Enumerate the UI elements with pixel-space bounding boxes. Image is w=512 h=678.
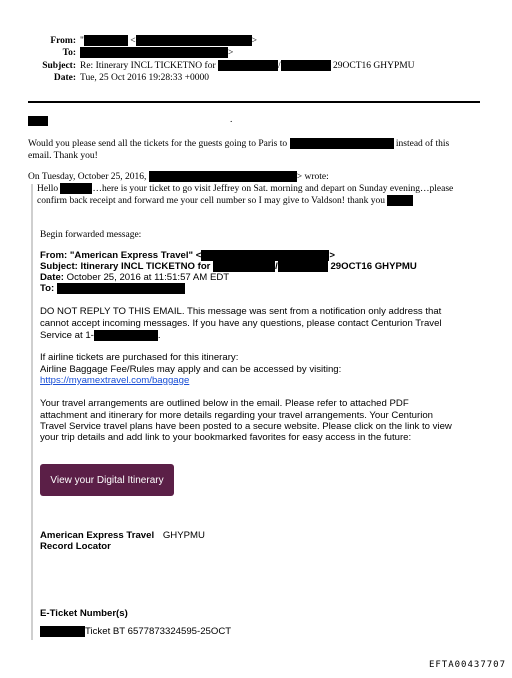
fwd-date-label: Date: <box>40 272 64 283</box>
baggage-link[interactable]: https://myamextravel.com/baggage <box>40 375 190 386</box>
from-value: " <box>80 36 84 46</box>
quoted-intro-line <box>28 171 329 183</box>
redaction-box <box>201 250 329 261</box>
quoted-message: …here is your ticket to go visit Jeffrey on Sat. morning and depart on Sunday evening…please <box>92 184 454 194</box>
from-bracket-close: > <box>251 36 257 46</box>
travel-line-4: your trip details and add link to your bookmarked favorites for easy access in the future: <box>40 432 412 443</box>
fwd-subject-tail: 29OCT16 GHYPMU <box>330 261 417 273</box>
header-subject-row <box>0 60 415 72</box>
header-date-row <box>0 72 209 84</box>
redaction-box <box>387 195 413 206</box>
fwd-from-value: "American Express Travel" < <box>69 250 202 262</box>
airline-line-1: If airline tickets are purchased for this itinerary: <box>40 352 239 363</box>
reply-dot: . <box>230 115 233 125</box>
header-divider <box>28 101 480 103</box>
fwd-to-label: To: <box>40 283 55 295</box>
quoted-intro-prefix: On Tuesday, October 25, 2016, <box>28 172 147 182</box>
to-bracket-close: > <box>228 48 234 58</box>
fwd-from-close: > <box>329 250 335 262</box>
reply-line-2: email. Thank you! <box>28 151 98 161</box>
reply-line-1 <box>28 138 449 150</box>
subject-label: Subject: <box>42 61 76 71</box>
redaction-box <box>60 183 92 194</box>
hello-text: Hello <box>37 184 59 194</box>
travel-line-1: Your travel arrangements are outlined below in the email. Please refer to attached PDF <box>40 398 409 409</box>
record-locator-label: Record Locator <box>40 541 111 552</box>
noreply-line-1: DO NOT REPLY TO THIS EMAIL. This message was sent from a notification only address that <box>40 306 442 317</box>
airline-line-2: Airline Baggage Fee/Rules may apply and can be accessed by visiting: <box>40 364 342 375</box>
to-label: To: <box>62 48 76 58</box>
fwd-subject-label: Subject: <box>40 261 78 273</box>
noreply-text: . <box>157 330 161 342</box>
from-bracket-open: < <box>130 36 136 46</box>
record-company: American Express Travel <box>40 530 155 541</box>
header-from-row <box>0 35 257 47</box>
header-to-row <box>0 47 233 59</box>
fwd-from-label: From: <box>40 250 68 262</box>
quoted-message: confirm back receipt and forward me your cell number so I may give to Valdson! thank you <box>37 196 386 206</box>
redaction-box <box>213 261 275 272</box>
redaction-box <box>290 138 394 149</box>
date-value: Tue, 25 Oct 2016 19:28:33 +0000 <box>80 73 210 83</box>
quoted-message-line-1 <box>37 183 453 195</box>
reply-text: Would you please send all the tickets for the guests going to Paris to <box>28 139 288 149</box>
subject-value: Re: Itinerary INCL TICKETNO for <box>80 61 216 71</box>
subject-slash: / <box>277 61 281 71</box>
eticket-row <box>40 626 231 638</box>
redaction-box <box>278 261 328 272</box>
reply-text: instead of this <box>395 139 450 149</box>
redaction-box <box>94 330 158 341</box>
noreply-line-2: cannot accept incoming messages. If you have any questions, please contact Centurion Travel <box>40 318 442 329</box>
redaction-box <box>84 35 128 46</box>
redaction-box <box>57 283 185 294</box>
fwd-date-value: October 25, 2016 at 11:51:57 AM EDT <box>66 272 230 283</box>
document-id: EFTA00437707 <box>428 660 506 670</box>
from-label: From: <box>50 36 76 46</box>
fwd-subject-value: Itinerary INCL TICKETNO for <box>80 261 211 273</box>
subject-tail: 29OCT16 GHYPMU <box>333 61 415 71</box>
travel-line-3: Travel Service travel plans have been posted to a secure website. Please click on the link to view <box>40 421 452 432</box>
quoted-message-line-2 <box>37 195 413 207</box>
redaction-box <box>28 116 48 126</box>
eticket-heading: E-Ticket Number(s) <box>40 608 128 619</box>
noreply-text: Service at 1- <box>40 330 94 342</box>
travel-line-2: attachment and itinerary for more details regarding your travel arrangements. Your Centurion <box>40 410 434 421</box>
redaction-box <box>149 171 297 182</box>
record-code: GHYPMU <box>162 530 205 541</box>
date-label: Date: <box>53 73 76 83</box>
quoted-intro-suffix: > wrote: <box>296 172 329 182</box>
fwd-subject-slash: / <box>275 261 278 273</box>
eticket-value: Ticket BT 6577873324595-25OCT <box>85 626 232 638</box>
fwd-to-row <box>40 283 185 295</box>
redaction-box <box>136 35 252 46</box>
view-digital-itinerary-button[interactable]: View your Digital Itinerary <box>40 464 174 496</box>
begin-forwarded: Begin forwarded message: <box>40 230 142 240</box>
noreply-line-3 <box>40 330 161 342</box>
quote-bar <box>31 184 33 640</box>
redaction-box <box>40 626 85 637</box>
redaction-box <box>281 60 331 71</box>
redaction-box <box>80 47 228 58</box>
redaction-box <box>218 60 278 71</box>
